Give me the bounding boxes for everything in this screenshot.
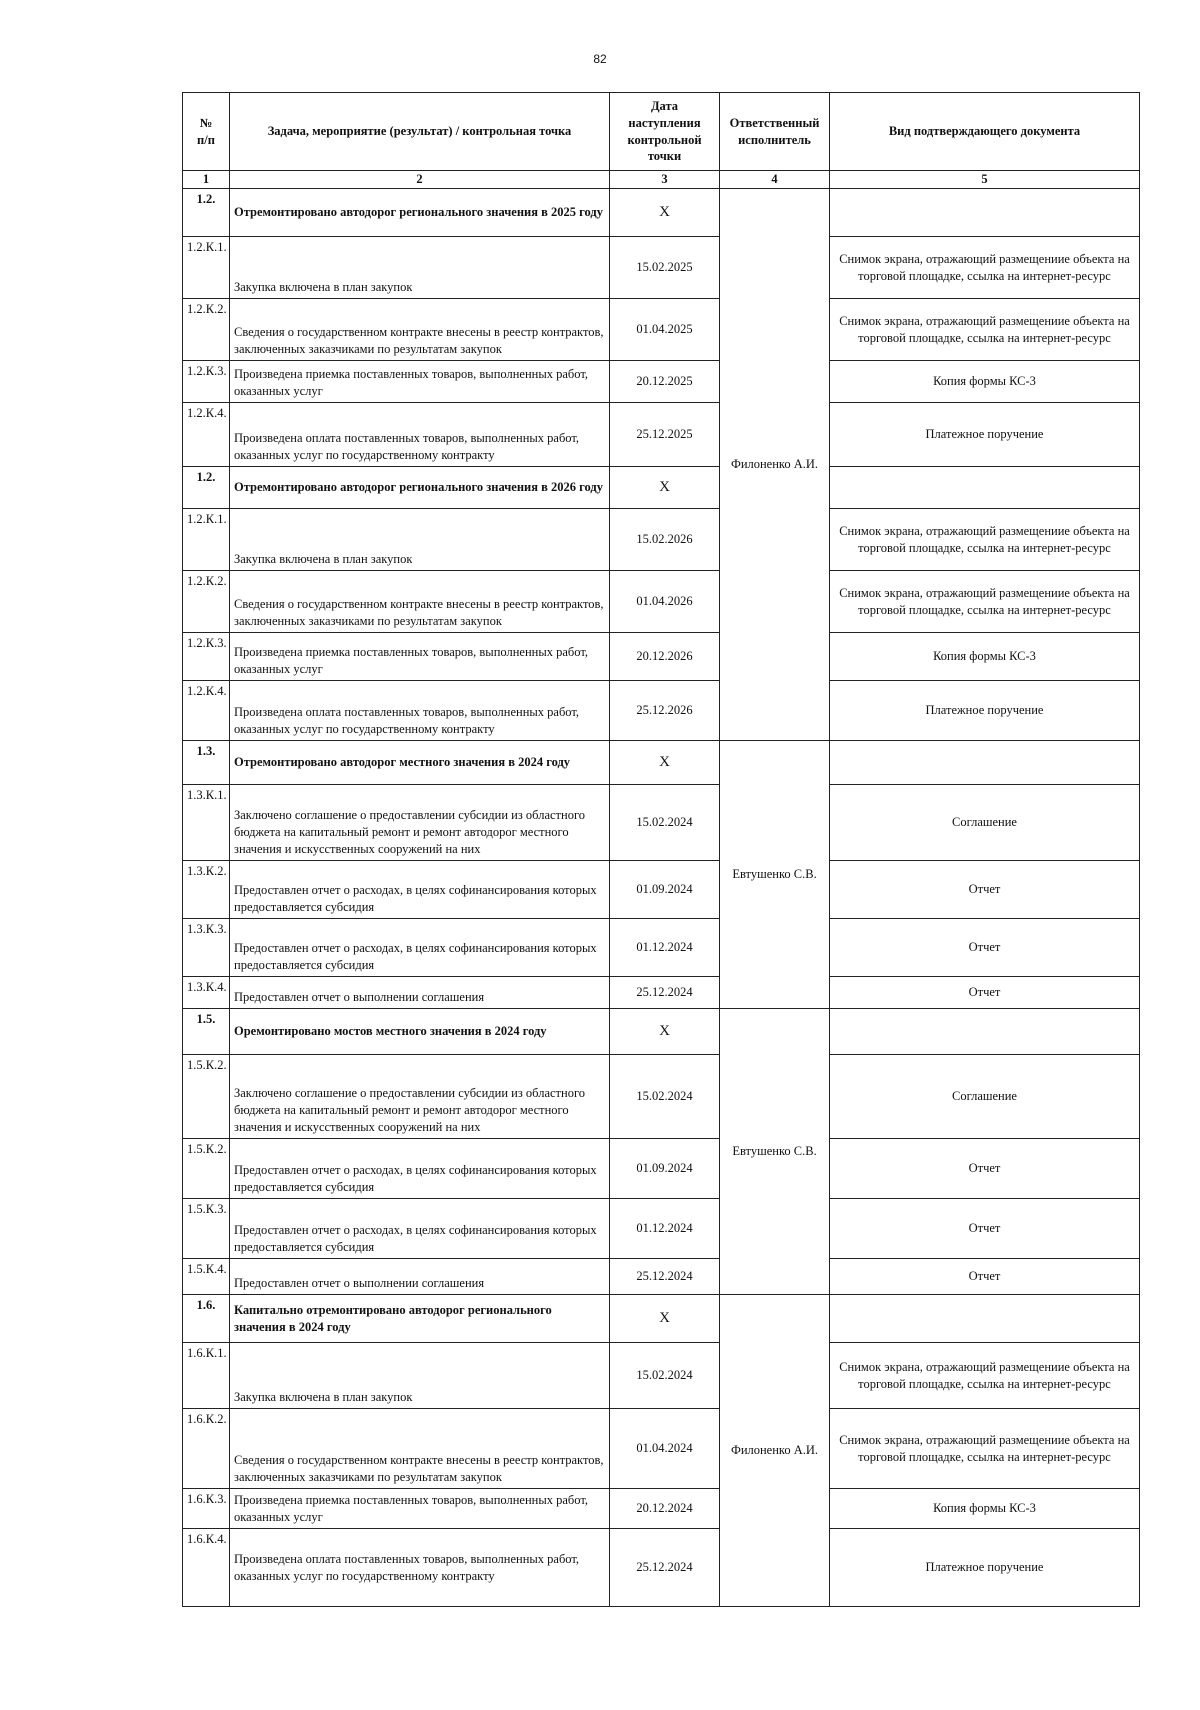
- row-date: 01.04.2026: [610, 571, 720, 633]
- table-row: [183, 861, 1140, 919]
- row-date: 01.09.2024: [610, 861, 720, 919]
- table-row: [183, 1259, 1140, 1295]
- row-document: Отчет: [830, 1199, 1140, 1259]
- row-task: Произведена оплата поставленных товаров, выполненных работ, оказанных услуг по государственному контракту: [230, 403, 610, 467]
- column-number: 4: [720, 171, 830, 189]
- column-number: 1: [183, 171, 230, 189]
- table-row: [183, 1489, 1140, 1529]
- table-row: [183, 1529, 1140, 1607]
- row-number: 1.3.: [183, 741, 230, 785]
- row-date: 15.02.2025: [610, 237, 720, 299]
- row-task: Отремонтировано автодорог местного значения в 2024 году: [230, 741, 610, 785]
- row-date: 01.12.2024: [610, 919, 720, 977]
- row-number: 1.2.К.4.: [183, 681, 230, 741]
- row-task: Закупка включена в план закупок: [230, 509, 610, 571]
- header-row: [183, 93, 1140, 171]
- row-document: Снимок экрана, отражающий размещениие объекта на торговой площадке, ссылка на интернет-ресурс: [830, 1343, 1140, 1409]
- row-date: 15.02.2024: [610, 785, 720, 861]
- row-number: 1.2.К.2.: [183, 571, 230, 633]
- row-number: 1.5.: [183, 1009, 230, 1055]
- row-task: Предоставлен отчет о расходах, в целях софинансирования которых предоставляется субсидия: [230, 1139, 610, 1199]
- row-responsible: Евтушенко С.В.: [720, 741, 830, 1009]
- table-row: [183, 785, 1140, 861]
- row-number: 1.3.К.1.: [183, 785, 230, 861]
- row-document: [830, 189, 1140, 237]
- row-date: 01.09.2024: [610, 1139, 720, 1199]
- table-row: [183, 299, 1140, 361]
- table-row: [183, 571, 1140, 633]
- row-number: 1.5.К.2.: [183, 1055, 230, 1139]
- row-task: Предоставлен отчет о выполнении соглашения: [230, 1259, 610, 1295]
- table-row: [183, 633, 1140, 681]
- table-row: [183, 403, 1140, 467]
- row-document: Копия формы КС-3: [830, 1489, 1140, 1529]
- row-date: 25.12.2026: [610, 681, 720, 741]
- row-document: Снимок экрана, отражающий размещениие объекта на торговой площадке, ссылка на интернет-ресурс: [830, 1409, 1140, 1489]
- row-date: 20.12.2025: [610, 361, 720, 403]
- row-document: Платежное поручение: [830, 1529, 1140, 1607]
- row-task: Предоставлен отчет о расходах, в целях софинансирования которых предоставляется субсидия: [230, 919, 610, 977]
- row-number: 1.5.К.4.: [183, 1259, 230, 1295]
- row-number: 1.6.: [183, 1295, 230, 1343]
- row-date: Х: [610, 467, 720, 509]
- row-document: [830, 741, 1140, 785]
- row-document: Снимок экрана, отражающий размещениие объекта на торговой площадке, ссылка на интернет-ресурс: [830, 237, 1140, 299]
- row-date: 25.12.2024: [610, 1259, 720, 1295]
- header-number: № п/п: [183, 93, 230, 171]
- row-document: [830, 1009, 1140, 1055]
- row-number: 1.2.К.2.: [183, 299, 230, 361]
- row-number: 1.2.К.3.: [183, 361, 230, 403]
- table-row: [183, 509, 1140, 571]
- row-task: Предоставлен отчет о выполнении соглашения: [230, 977, 610, 1009]
- row-document: Снимок экрана, отражающий размещениие объекта на торговой площадке, ссылка на интернет-ресурс: [830, 571, 1140, 633]
- row-date: 20.12.2026: [610, 633, 720, 681]
- row-date: 01.04.2025: [610, 299, 720, 361]
- row-task: Предоставлен отчет о расходах, в целях софинансирования которых предоставляется субсидия: [230, 861, 610, 919]
- row-date: Х: [610, 741, 720, 785]
- row-number: 1.2.К.4.: [183, 403, 230, 467]
- control-points-table: [182, 92, 1140, 1607]
- row-document: Снимок экрана, отражающий размещениие объекта на торговой площадке, ссылка на интернет-ресурс: [830, 299, 1140, 361]
- row-date: Х: [610, 189, 720, 237]
- row-document: Копия формы КС-3: [830, 361, 1140, 403]
- table-row: [183, 1055, 1140, 1139]
- row-date: 01.12.2024: [610, 1199, 720, 1259]
- table-row: [183, 189, 1140, 237]
- table-row: [183, 1409, 1140, 1489]
- row-number: 1.2.К.1.: [183, 509, 230, 571]
- row-number: 1.5.К.3.: [183, 1199, 230, 1259]
- row-date: Х: [610, 1009, 720, 1055]
- table-row: [183, 977, 1140, 1009]
- row-date: 15.02.2026: [610, 509, 720, 571]
- row-number: 1.6.К.2.: [183, 1409, 230, 1489]
- row-task: Отремонтировано автодорог регионального значения в 2026 году: [230, 467, 610, 509]
- row-date: 25.12.2025: [610, 403, 720, 467]
- row-date: 25.12.2024: [610, 1529, 720, 1607]
- row-date: 01.04.2024: [610, 1409, 720, 1489]
- row-document: Отчет: [830, 1139, 1140, 1199]
- header-responsible: Ответственный исполнитель: [720, 93, 830, 171]
- row-responsible: Евтушенко С.В.: [720, 1009, 830, 1295]
- row-number: 1.6.К.4.: [183, 1529, 230, 1607]
- row-task: Оремонтировано мостов местного значения в 2024 году: [230, 1009, 610, 1055]
- row-task: Произведена приемка поставленных товаров, выполненных работ, оказанных услуг: [230, 1489, 610, 1529]
- row-document: Снимок экрана, отражающий размещениие объекта на торговой площадке, ссылка на интернет-ресурс: [830, 509, 1140, 571]
- table-row: [183, 1199, 1140, 1259]
- row-task: Сведения о государственном контракте внесены в реестр контрактов, заключенных заказчиками по результатам закупок: [230, 299, 610, 361]
- row-document: Соглашение: [830, 785, 1140, 861]
- table-row: [183, 741, 1140, 785]
- row-task: Произведена приемка поставленных товаров, выполненных работ, оказанных услуг: [230, 361, 610, 403]
- table-row: [183, 237, 1140, 299]
- page-number: 82: [593, 52, 607, 66]
- column-number: 3: [610, 171, 720, 189]
- table-row: [183, 919, 1140, 977]
- row-date: 25.12.2024: [610, 977, 720, 1009]
- row-number: 1.3.К.4.: [183, 977, 230, 1009]
- row-date: 15.02.2024: [610, 1343, 720, 1409]
- row-task: Произведена оплата поставленных товаров, выполненных работ, оказанных услуг по государственному контракту: [230, 681, 610, 741]
- row-document: Отчет: [830, 977, 1140, 1009]
- row-task: Произведена оплата поставленных товаров, выполненных работ, оказанных услуг по государственному контракту: [230, 1529, 610, 1607]
- row-task: Сведения о государственном контракте внесены в реестр контрактов, заключенных заказчиками по результатам закупок: [230, 571, 610, 633]
- table-row: [183, 1139, 1140, 1199]
- table-row: [183, 361, 1140, 403]
- row-task: Заключено соглашение о предоставлении субсидии из областного бюджета на капитальный ремонт и ремонт автодорог местного значения и искусственных сооружений на них: [230, 785, 610, 861]
- row-task: Закупка включена в план закупок: [230, 237, 610, 299]
- row-number: 1.2.К.1.: [183, 237, 230, 299]
- header-task: Задача, мероприятие (результат) / контрольная точка: [230, 93, 610, 171]
- row-number: 1.3.К.2.: [183, 861, 230, 919]
- row-number: 1.6.К.3.: [183, 1489, 230, 1529]
- column-numbers-row: [183, 171, 1140, 189]
- row-document: Платежное поручение: [830, 681, 1140, 741]
- table-row: [183, 1343, 1140, 1409]
- row-number: 1.2.: [183, 189, 230, 237]
- row-number: 1.2.: [183, 467, 230, 509]
- row-number: 1.5.К.2.: [183, 1139, 230, 1199]
- row-document: Копия формы КС-3: [830, 633, 1140, 681]
- row-number: 1.2.К.3.: [183, 633, 230, 681]
- row-responsible: Филоненко А.И.: [720, 189, 830, 741]
- row-document: Отчет: [830, 861, 1140, 919]
- row-task: Закупка включена в план закупок: [230, 1343, 610, 1409]
- row-number: 1.3.К.3.: [183, 919, 230, 977]
- row-date: 15.02.2024: [610, 1055, 720, 1139]
- row-task: Сведения о государственном контракте внесены в реестр контрактов, заключенных заказчиками по результатам закупок: [230, 1409, 610, 1489]
- row-task: Произведена приемка поставленных товаров, выполненных работ, оказанных услуг: [230, 633, 610, 681]
- row-responsible: Филоненко А.И.: [720, 1295, 830, 1607]
- row-document: [830, 467, 1140, 509]
- table-row: [183, 1009, 1140, 1055]
- table-row: [183, 467, 1140, 509]
- column-number: 2: [230, 171, 610, 189]
- table-row: [183, 681, 1140, 741]
- row-document: [830, 1295, 1140, 1343]
- row-number: 1.6.К.1.: [183, 1343, 230, 1409]
- table-row: [183, 1295, 1140, 1343]
- header-date: Дата наступления контрольной точки: [610, 93, 720, 171]
- row-document: Отчет: [830, 1259, 1140, 1295]
- row-task: Предоставлен отчет о расходах, в целях софинансирования которых предоставляется субсидия: [230, 1199, 610, 1259]
- row-task: Отремонтировано автодорог регионального значения в 2025 году: [230, 189, 610, 237]
- row-date: 20.12.2024: [610, 1489, 720, 1529]
- row-document: Соглашение: [830, 1055, 1140, 1139]
- header-document: Вид подтверждающего документа: [830, 93, 1140, 171]
- row-document: Платежное поручение: [830, 403, 1140, 467]
- row-task: Заключено соглашение о предоставлении субсидии из областного бюджета на капитальный ремонт и ремонт автодорог местного значения и искусственных сооружений на них: [230, 1055, 610, 1139]
- row-date: Х: [610, 1295, 720, 1343]
- row-task: Капитально отремонтировано автодорог регионального значения в 2024 году: [230, 1295, 610, 1343]
- row-document: Отчет: [830, 919, 1140, 977]
- column-number: 5: [830, 171, 1140, 189]
